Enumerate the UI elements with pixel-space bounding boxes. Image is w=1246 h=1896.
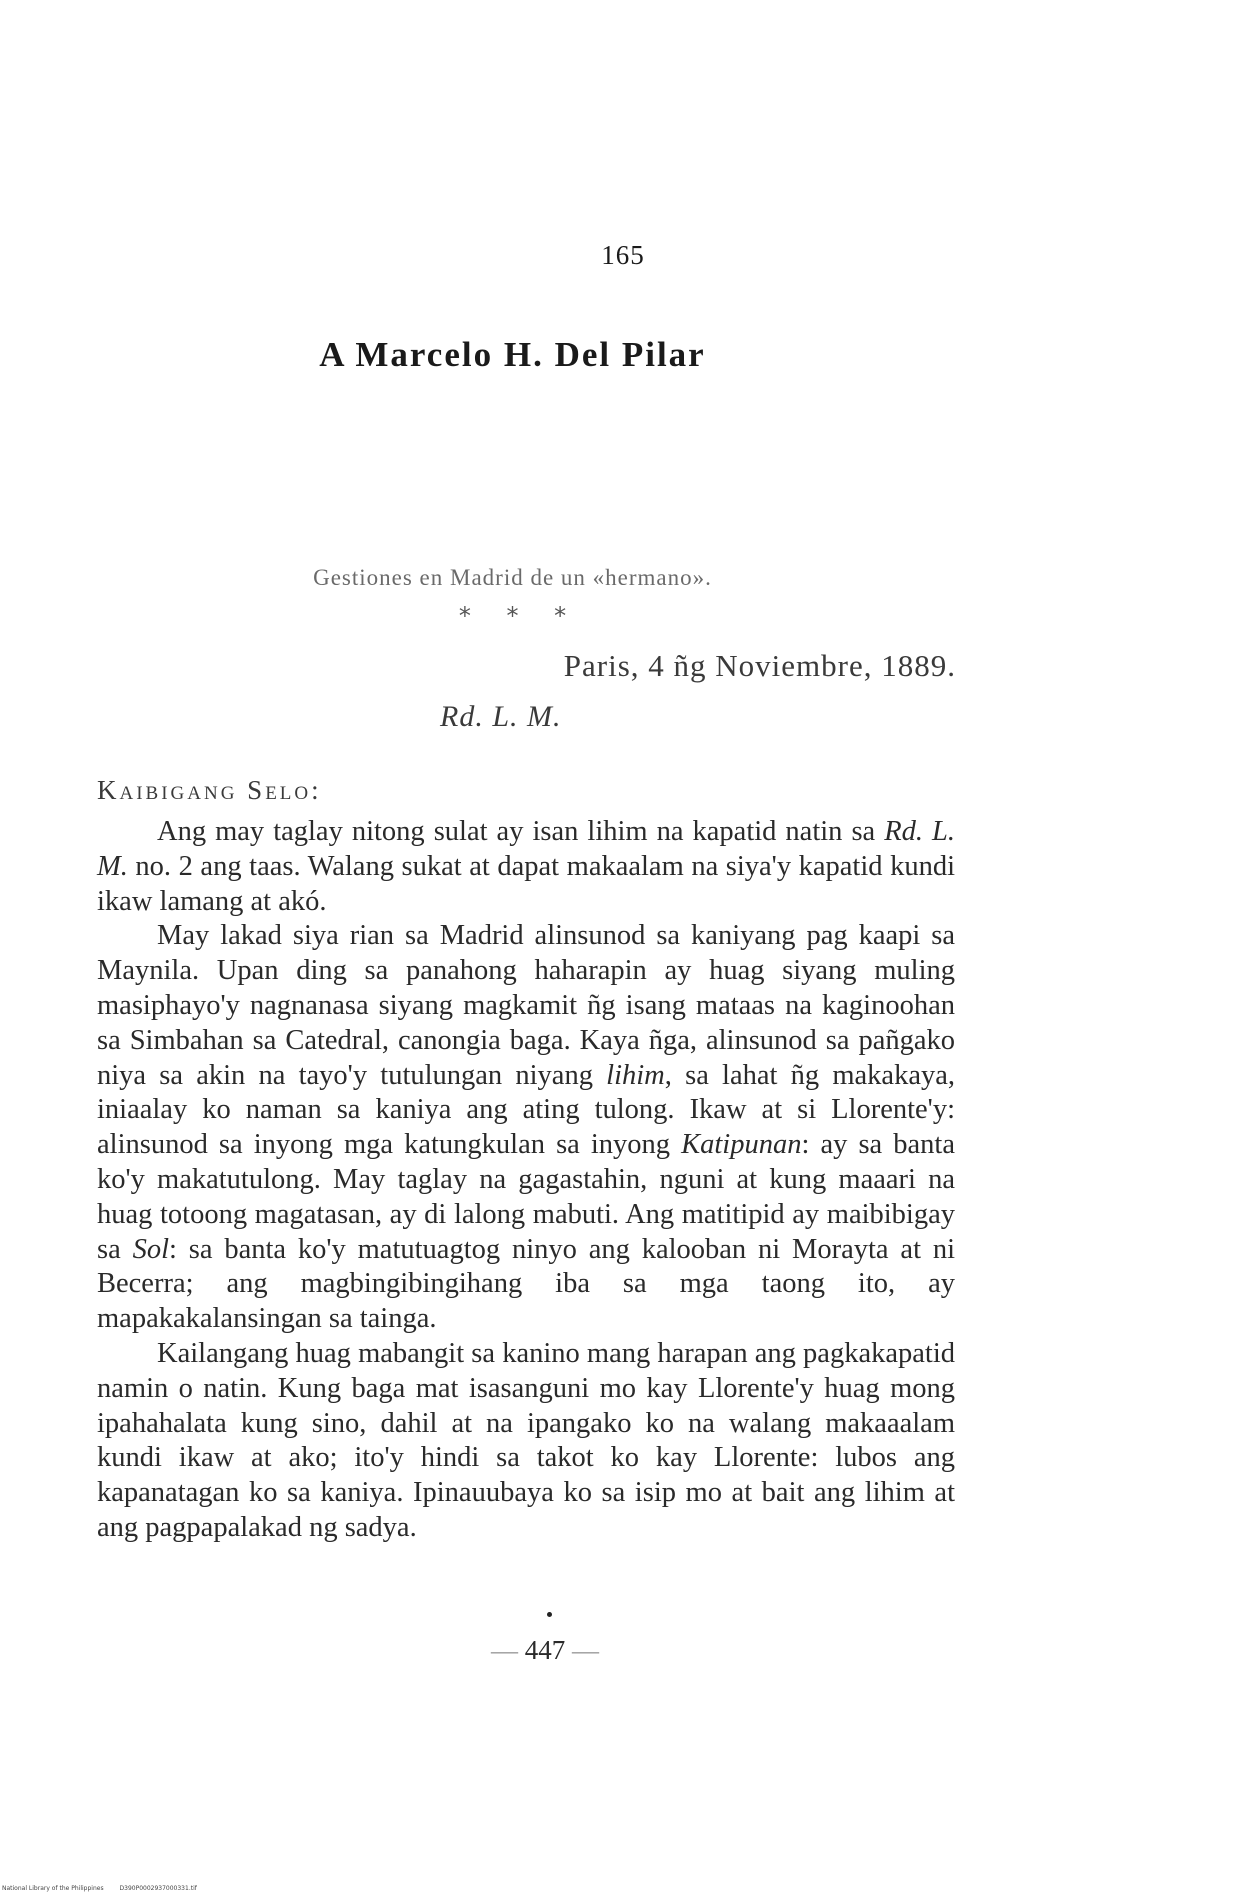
paragraph-emphasis: lihim <box>606 1059 665 1091</box>
letter-dateline: Paris, 4 ñg Noviembre, 1889. <box>563 648 956 683</box>
scan-credit-code: D390P0002937000331.tif <box>119 1885 197 1892</box>
paragraph-3 <box>97 1337 955 1546</box>
letter-subject: Gestiones en Madrid de un «hermano». <box>313 565 712 590</box>
letter-number: 165 <box>601 240 645 270</box>
paragraph-emphasis: Sol <box>132 1233 170 1265</box>
paragraph-text: , sa lahat ñg makakaya, iniaalay ko naman sa kaniya ang ating tulong. Ikaw at si Llorente'y: alinsunod sa inyong mga katungkulan sa inyong <box>97 1059 955 1161</box>
paragraph-1 <box>97 815 955 919</box>
letter-reference: Rd. L. M. <box>440 700 562 733</box>
paragraph-text: Kailangang huag mabangit sa kanino mang harapan ang pagkakapatid namin o natin. Kung baga mat isasanguni mo kay Llorente'y huag mong ipahahalata kung sino, dahil at na ipangako ko na walang makaaalam kundi ikaw at ako; ito'y hindi sa takot ko kay Llorente: lubos ang kapanatagan ko sa kaniya. Ipinauubaya ko sa isip mo at bait ang lihim at ang pagpapalakad ng sadya. <box>97 1337 955 1543</box>
letter-title: A Marcelo H. Del Pilar <box>319 335 706 374</box>
letter-body <box>97 815 955 1546</box>
scan-credit-library: National Library of the Philippines <box>2 1885 104 1892</box>
scan-credit <box>2 1885 211 1892</box>
paragraph-text: Ang may taglay nitong sulat ay isan lihim na kapatid natin sa <box>157 816 885 847</box>
paragraph-text: : ay sa banta ko'y makatutulong. May taglay na gagastahin, nguni at kung maaari na huag totoong magatasan, ay di lalong mabuti. Ang matitipid ay maibibigay sa <box>97 1129 955 1265</box>
paragraph-text: May lakad siya rian sa Madrid alinsunod sa kaniyang pag kaapi sa Maynila. Upan ding sa panahong haharapin ay huag siyang muling masiphayo'y nagnanasa siyang magkamit ñg isang mataas na kaginoohan sa Simbahan sa Catedral, canongia baga. Kaya ñga, alinsunod sa pañgako niya sa akin na tayo'y tutulungan niyang <box>97 920 955 1091</box>
page-number-value: 447 <box>524 1635 566 1665</box>
paragraph-text: no. 2 ang taas. Walang sukat at dapat makaalam na siya'y kapatid kundi ikaw lamang at akó. <box>97 850 955 917</box>
paragraph-emphasis: Rd. L. M. <box>97 816 955 882</box>
page-number-dash-right: — <box>572 1635 599 1665</box>
paragraph-emphasis: Katipunan <box>681 1129 802 1161</box>
letter-salutation: Kaibigang Selo: <box>97 775 322 805</box>
asterisk-separator: * * * <box>458 602 567 630</box>
paragraph-2 <box>97 919 955 1337</box>
paragraph-text: : sa banta ko'y matutuagtog ninyo ang kalooban ni Morayta at ni Becerra; ang magbingibingihang iba sa mga taong ito, ay mapakakalansingan sa tainga. <box>97 1233 955 1335</box>
page-number-dash-left: — <box>491 1635 518 1665</box>
ink-dot <box>547 1612 552 1617</box>
page-number <box>0 1635 1090 1666</box>
